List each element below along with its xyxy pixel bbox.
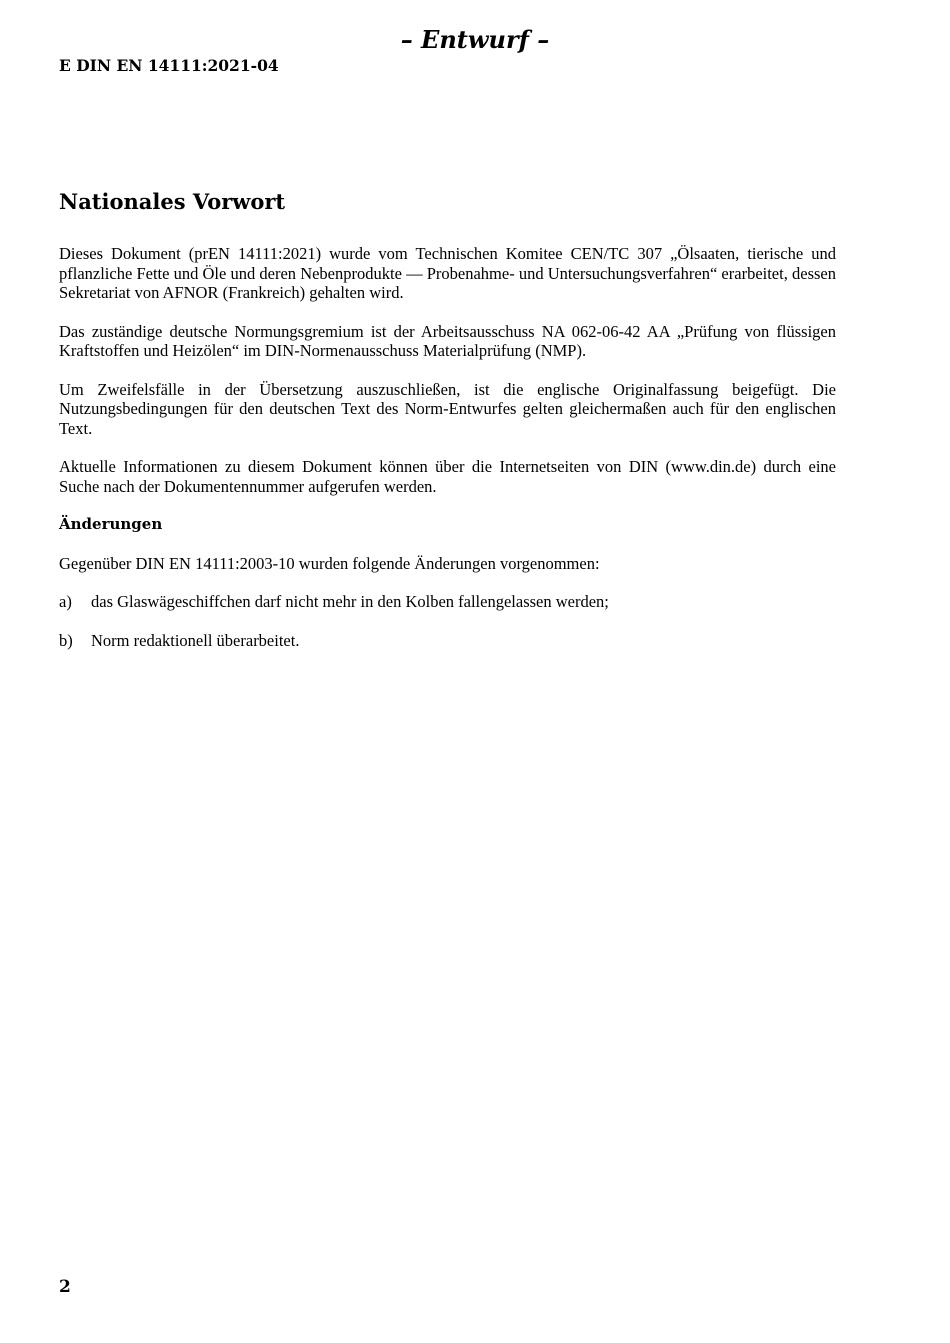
paragraph-translation: Um Zweifelsfälle in der Übersetzung auszuschließen, ist die englische Originalfassung beigefügt. Die Nutzungsbedingungen für den deutschen Text des Norm-Entwurfes gelten gleichermaßen auch für den englischen Text. (59, 379, 836, 438)
list-item-text: das Glaswägeschiffchen darf nicht mehr in den Kolben fallengelassen werden; (91, 592, 609, 611)
list-marker: b) (59, 630, 73, 650)
section-title: Nationales Vorwort (59, 189, 286, 214)
document-id: E DIN EN 14111:2021-04 (59, 56, 279, 75)
paragraph-information: Aktuelle Informationen zu diesem Dokument können über die Internetseiten von DIN (www.din.de) durch eine Suche nach der Dokumentennummer aufgerufen werden. (59, 457, 836, 496)
list-item-text: Norm redaktionell überarbeitet. (91, 630, 300, 650)
foreword-section (59, 188, 836, 669)
changes-intro: Gegenüber DIN EN 14111:2003-10 wurden folgende Änderungen vorgenommen: (59, 553, 600, 573)
list-marker: a) (59, 592, 72, 611)
changes-heading: Änderungen (59, 515, 163, 533)
list-item (59, 592, 836, 612)
page-number: 2 (59, 1277, 71, 1297)
paragraph-committee: Dieses Dokument (prEN 14111:2021) wurde vom Technischen Komitee CEN/TC 307 „Ölsaaten, tierische und pflanzliche Fette und Öle und deren Nebenprodukte — Probenahme- und Untersuchungsverfahren“ erarbeitet, dessen Sekretariat von AFNOR (Frankreich) gehalten wird. (59, 244, 836, 302)
paragraph-standards-body: Das zuständige deutsche Normungsgremium ist der Arbeitsausschuss NA 062-06-42 AA „Prüfung von flüssigen Kraftstoffen und Heizölen“ im DIN-Normenausschuss Materialprüfung (NMP). (59, 321, 836, 360)
list-item (59, 631, 836, 651)
draft-label: – Entwurf – (400, 25, 550, 54)
